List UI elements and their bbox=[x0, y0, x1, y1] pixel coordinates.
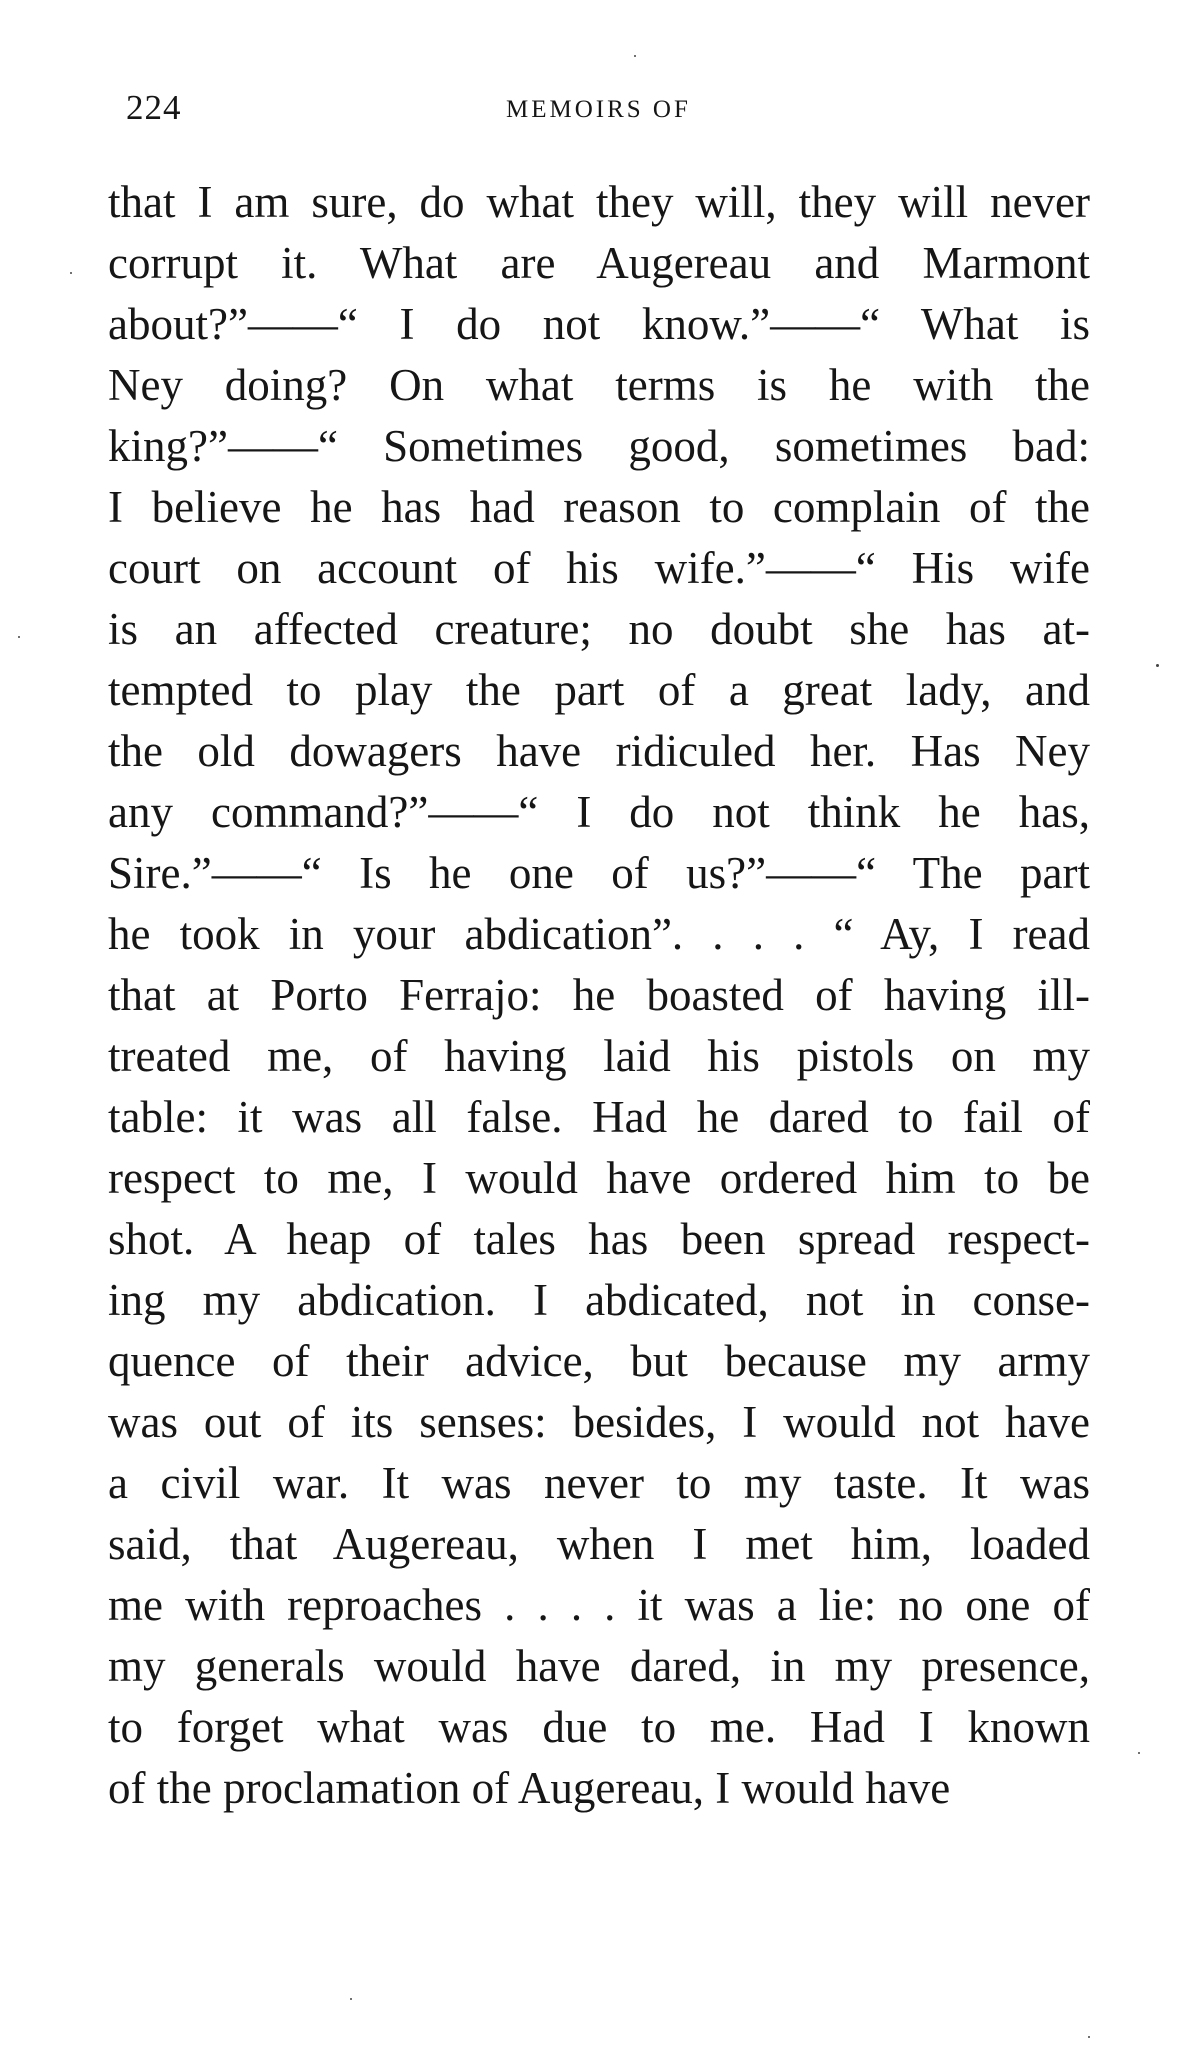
text-line: said, that Augereau, when I met him, loaded bbox=[108, 1519, 1090, 1569]
text-line: about?”——“ I do not know.”——“ What is bbox=[108, 299, 1090, 349]
text-line: Sire.”——“ Is he one of us?”——“ The part bbox=[108, 848, 1090, 898]
text-line: of the proclamation of Augereau, I would have bbox=[108, 1763, 951, 1813]
text-line: shot. A heap of tales has been spread respect- bbox=[108, 1214, 1090, 1264]
text-line: quence of their advice, but because my army bbox=[108, 1336, 1090, 1386]
text-line: court on account of his wife.”——“ His wife bbox=[108, 543, 1090, 593]
paper-speck bbox=[18, 636, 20, 638]
text-line: he took in your abdication”. . . . “ Ay, I read bbox=[108, 909, 1090, 959]
text-line: treated me, of having laid his pistols on my bbox=[108, 1031, 1090, 1081]
running-title: MEMOIRS OF bbox=[506, 96, 691, 123]
body-text bbox=[108, 172, 1090, 1819]
paper-speck bbox=[70, 272, 72, 274]
text-line: a civil war. It was never to my taste. It was bbox=[108, 1458, 1090, 1508]
text-line: table: it was all false. Had he dared to fail of bbox=[108, 1092, 1090, 1142]
text-line: is an affected creature; no doubt she has at- bbox=[108, 604, 1090, 654]
text-line: the old dowagers have ridiculed her. Has Ney bbox=[108, 726, 1090, 776]
paper-speck bbox=[634, 55, 636, 57]
text-line: king?”——“ Sometimes good, sometimes bad: bbox=[108, 421, 1090, 471]
text-line: that at Porto Ferrajo: he boasted of having ill- bbox=[108, 970, 1090, 1020]
paper-speck bbox=[1156, 664, 1159, 667]
text-line: respect to me, I would have ordered him to be bbox=[108, 1153, 1090, 1203]
text-line: my generals would have dared, in my presence, bbox=[108, 1641, 1090, 1691]
text-line: to forget what was due to me. Had I known bbox=[108, 1702, 1090, 1752]
text-line: that I am sure, do what they will, they will never bbox=[108, 177, 1090, 227]
text-line: I believe he has had reason to complain of the bbox=[108, 482, 1090, 532]
text-line: me with reproaches . . . . it was a lie: no one of bbox=[108, 1580, 1090, 1630]
paper-speck bbox=[350, 1998, 352, 2000]
paper-speck bbox=[1088, 2036, 1090, 2038]
text-line: any command?”——“ I do not think he has, bbox=[108, 787, 1090, 837]
page-number: 224 bbox=[126, 88, 182, 127]
paper-speck bbox=[1138, 1752, 1140, 1754]
text-line: tempted to play the part of a great lady, and bbox=[108, 665, 1090, 715]
running-head bbox=[126, 88, 1086, 128]
text-line: corrupt it. What are Augereau and Marmont bbox=[108, 238, 1090, 288]
text-line: ing my abdication. I abdicated, not in conse- bbox=[108, 1275, 1090, 1325]
text-line: Ney doing? On what terms is he with the bbox=[108, 360, 1090, 410]
text-line: was out of its senses: besides, I would not have bbox=[108, 1397, 1090, 1447]
